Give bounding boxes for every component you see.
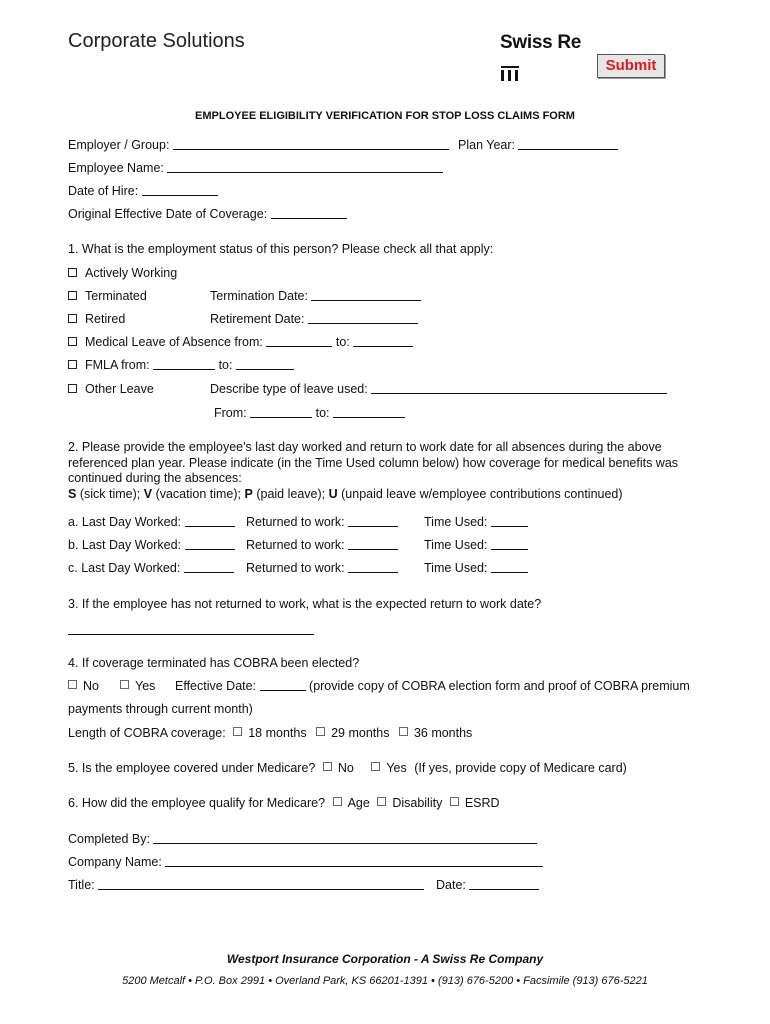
- q2-row-c-return: [246, 561, 398, 575]
- returned-field[interactable]: [348, 562, 398, 573]
- original-effective-date-label: Original Effective Date of Coverage:: [68, 207, 268, 221]
- medical-leave-to-field[interactable]: [353, 336, 413, 347]
- swiss-re-logo-icon: [501, 66, 519, 81]
- cobra-no-label: No: [83, 679, 99, 693]
- fmla-checkbox[interactable]: [68, 360, 77, 369]
- q1-question: 1. What is the employment status of this person? Please check all that apply:: [68, 242, 494, 256]
- legend-v-key: V: [143, 486, 153, 501]
- medicare-no-label: No: [337, 761, 354, 775]
- q2-row-b-time: [424, 538, 528, 552]
- legend-s-key: S: [68, 486, 77, 501]
- q6-row: [68, 796, 500, 810]
- date-of-hire-field[interactable]: [142, 185, 218, 196]
- q3-question: 3. If the employee has not returned to work, what is the expected return to work date?: [68, 597, 542, 611]
- effective-date-field[interactable]: [260, 680, 306, 691]
- q2-row-a-time: [424, 515, 528, 529]
- cobra-29-checkbox[interactable]: [316, 727, 325, 736]
- time-used-label: Time Used:: [424, 561, 488, 575]
- termination-date-field[interactable]: [311, 290, 421, 301]
- q2-row-c-time: [424, 561, 528, 575]
- medicare-yes-label: Yes: [386, 761, 407, 775]
- last-day-field[interactable]: [184, 562, 234, 573]
- q2-block: [68, 440, 708, 502]
- date-field[interactable]: [469, 879, 539, 890]
- actively-working-checkbox[interactable]: [68, 268, 77, 277]
- q3-answer-field[interactable]: [68, 624, 314, 635]
- time-used-field[interactable]: [491, 562, 528, 573]
- medicare-note: (If yes, provide copy of Medicare card): [414, 761, 627, 775]
- q5-question: 5. Is the employee covered under Medicare?: [68, 761, 316, 775]
- date-label: Date:: [436, 878, 466, 892]
- legend-s-text: (sick time);: [79, 486, 141, 501]
- retired-checkbox[interactable]: [68, 314, 77, 323]
- legend-u-key: U: [328, 486, 338, 501]
- legend-v-text: (vacation time);: [155, 486, 242, 501]
- medical-leave-label: Medical Leave of Absence from:: [85, 335, 263, 349]
- legend-p-text: (paid leave);: [256, 486, 326, 501]
- fmla-to-field[interactable]: [236, 359, 294, 370]
- time-used-label: Time Used:: [424, 538, 488, 552]
- retirement-date-field[interactable]: [308, 313, 418, 324]
- q2-row-a: [68, 515, 235, 529]
- medicare-no-checkbox[interactable]: [323, 762, 332, 771]
- q4-question: 4. If coverage terminated has COBRA been elected?: [68, 656, 360, 670]
- time-used-field[interactable]: [491, 516, 528, 527]
- cobra-length-label: Length of COBRA coverage:: [68, 726, 226, 740]
- form-title: EMPLOYEE ELIGIBILITY VERIFICATION FOR STOP LOSS CLAIMS FORM: [195, 110, 575, 122]
- esrd-checkbox[interactable]: [450, 797, 459, 806]
- title-row: [68, 878, 424, 892]
- employee-name-field[interactable]: [167, 162, 443, 173]
- other-leave-dates-row: [214, 406, 405, 420]
- completed-by-field[interactable]: [153, 833, 537, 844]
- termination-date-label: Termination Date:: [210, 289, 308, 303]
- terminated-checkbox[interactable]: [68, 291, 77, 300]
- cobra-provide-copy: (provide copy of COBRA election form and proof of COBRA premium: [309, 679, 690, 693]
- q2-row-a-return: [246, 515, 398, 529]
- date-row: [436, 878, 539, 892]
- medical-leave-from-field[interactable]: [266, 336, 332, 347]
- returned-label: Returned to work:: [246, 515, 345, 529]
- other-leave-from-field[interactable]: [250, 407, 312, 418]
- title-field[interactable]: [98, 879, 424, 890]
- cobra-effective-row: [175, 679, 690, 693]
- cobra-18-label: 18 months: [248, 726, 307, 740]
- age-label: Age: [347, 796, 370, 810]
- describe-leave-field[interactable]: [371, 383, 667, 394]
- medicare-yes-checkbox[interactable]: [371, 762, 380, 771]
- q2-row-c: [68, 561, 234, 575]
- returned-field[interactable]: [348, 539, 398, 550]
- q2-question: 2. Please provide the employee's last day worked and return to work date for all absences during the above referenced plan year. Please indicate (in the Time Used column below) how coverage for medical benefits was continued during the absences:: [68, 440, 679, 485]
- returned-field[interactable]: [348, 516, 398, 527]
- employer-group-field[interactable]: [173, 139, 449, 150]
- retired-label: Retired: [85, 312, 126, 326]
- other-leave-label: Other Leave: [85, 382, 154, 396]
- cobra-yes-checkbox[interactable]: [120, 680, 129, 689]
- last-day-label: c. Last Day Worked:: [68, 561, 181, 575]
- plan-year-field[interactable]: [518, 139, 618, 150]
- disability-checkbox[interactable]: [377, 797, 386, 806]
- fmla-to-label: to:: [218, 358, 233, 372]
- time-used-label: Time Used:: [424, 515, 488, 529]
- fmla-option: [68, 358, 294, 372]
- other-leave-option: [68, 382, 154, 396]
- last-day-field[interactable]: [185, 516, 235, 527]
- other-leave-to-field[interactable]: [333, 407, 405, 418]
- returned-label: Returned to work:: [246, 561, 345, 575]
- footer-address: 5200 Metcalf • P.O. Box 2991 • Overland Park, KS 66201-1391 • (913) 676-5200 • Facsimile (913) 676-5221: [122, 975, 648, 987]
- completed-by-row: [68, 832, 537, 846]
- describe-leave-label: Describe type of leave used:: [210, 382, 368, 396]
- employee-name-row: [68, 161, 443, 175]
- plan-year-row: [458, 138, 618, 152]
- terminated-option: [68, 289, 147, 303]
- plan-year-label: Plan Year:: [458, 138, 515, 152]
- retired-option: [68, 312, 125, 326]
- brand-name: Swiss Re: [500, 32, 582, 53]
- other-leave-checkbox[interactable]: [68, 384, 77, 393]
- actively-working-label: Actively Working: [85, 266, 178, 280]
- submit-button[interactable]: Submit: [597, 54, 665, 78]
- effective-date-label: Effective Date:: [175, 679, 257, 693]
- cobra-36-checkbox[interactable]: [399, 727, 408, 736]
- cobra-yes-option: [120, 679, 155, 693]
- terminated-label: Terminated: [85, 289, 147, 303]
- other-leave-from-label: From:: [214, 406, 247, 420]
- medical-leave-checkbox[interactable]: [68, 337, 77, 346]
- company-name-label: Company Name:: [68, 855, 162, 869]
- last-day-field[interactable]: [185, 539, 235, 550]
- medical-leave-to-label: to:: [335, 335, 350, 349]
- last-day-label: b. Last Day Worked:: [68, 538, 182, 552]
- original-effective-date-field[interactable]: [271, 208, 347, 219]
- date-of-hire-row: [68, 184, 218, 198]
- retirement-date-row: [210, 312, 418, 326]
- time-used-field[interactable]: [491, 539, 528, 550]
- cobra-no-option: [68, 679, 99, 693]
- company-name-field[interactable]: [165, 856, 543, 867]
- q2-row-b-return: [246, 538, 398, 552]
- title-label: Title:: [68, 878, 95, 892]
- q6-question: 6. How did the employee qualify for Medicare?: [68, 796, 326, 810]
- employee-name-label: Employee Name:: [68, 161, 164, 175]
- legend-p-key: P: [244, 486, 253, 501]
- original-effective-date-row: [68, 207, 347, 221]
- employer-group-row: [68, 138, 449, 152]
- employer-group-label: Employer / Group:: [68, 138, 170, 152]
- retirement-date-label: Retirement Date:: [210, 312, 305, 326]
- termination-date-row: [210, 289, 421, 303]
- q2-legend: [68, 487, 708, 503]
- describe-leave-row: [210, 382, 667, 396]
- fmla-from-field[interactable]: [153, 359, 215, 370]
- cobra-36-label: 36 months: [413, 726, 473, 740]
- company-title: Corporate Solutions: [68, 30, 245, 52]
- fmla-from-label: FMLA from:: [85, 358, 150, 372]
- q2-row-b: [68, 538, 235, 552]
- cobra-length-row: [68, 726, 472, 740]
- company-name-row: [68, 855, 543, 869]
- date-of-hire-label: Date of Hire:: [68, 184, 139, 198]
- cobra-29-label: 29 months: [331, 726, 390, 740]
- legend-u-text: (unpaid leave w/employee contributions continued): [341, 486, 623, 501]
- medical-leave-option: [68, 335, 413, 349]
- returned-label: Returned to work:: [246, 538, 345, 552]
- cobra-18-checkbox[interactable]: [233, 727, 242, 736]
- q5-row: [68, 761, 627, 775]
- cobra-provide-copy-2: payments through current month): [68, 702, 253, 716]
- cobra-no-checkbox[interactable]: [68, 680, 77, 689]
- footer-company: Westport Insurance Corporation - A Swiss Re Company: [226, 952, 544, 966]
- cobra-yes-label: Yes: [135, 679, 156, 693]
- age-checkbox[interactable]: [333, 797, 342, 806]
- completed-by-label: Completed By:: [68, 832, 150, 846]
- other-leave-to-label: to:: [315, 406, 330, 420]
- actively-working-option: [68, 266, 177, 280]
- disability-label: Disability: [392, 796, 443, 810]
- esrd-label: ESRD: [464, 796, 500, 810]
- last-day-label: a. Last Day Worked:: [68, 515, 182, 529]
